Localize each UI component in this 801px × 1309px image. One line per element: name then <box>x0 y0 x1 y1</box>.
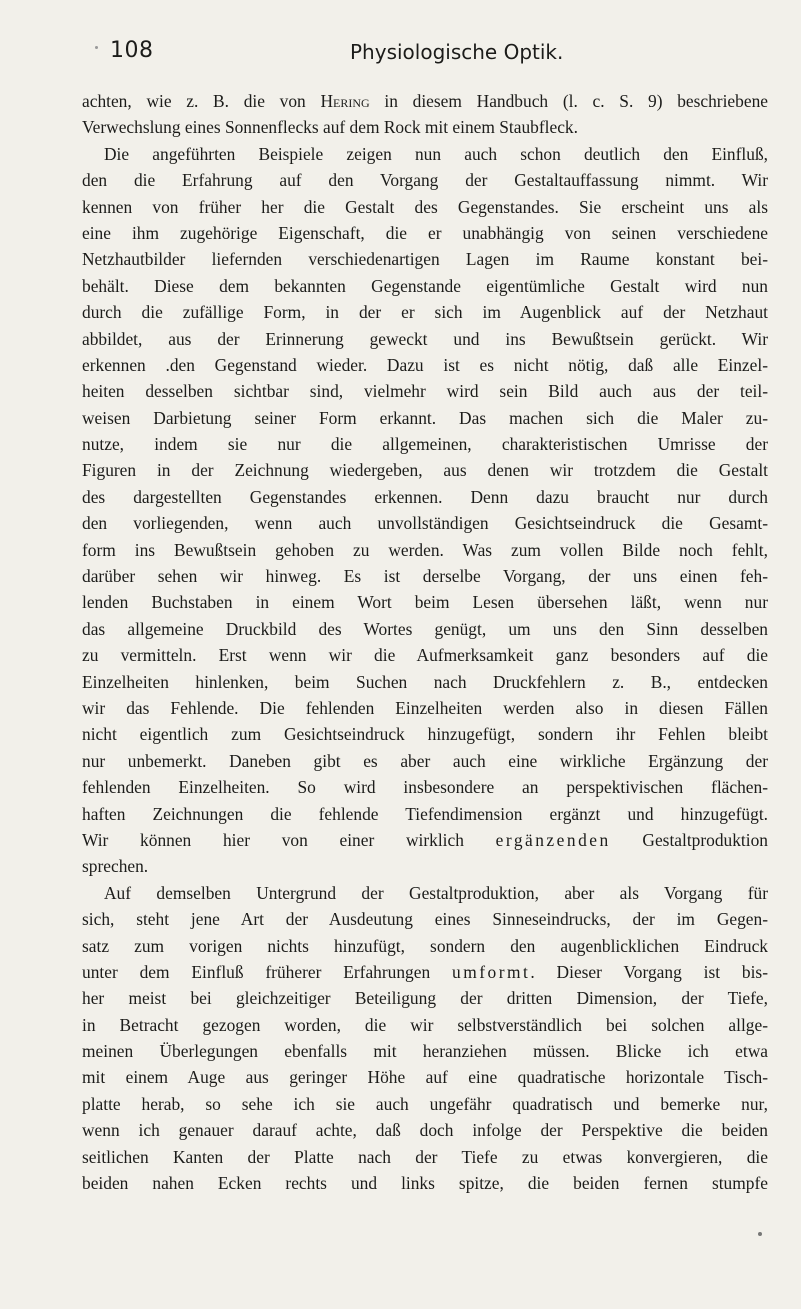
text-run: Einzelheiten hinlenken, beim Suchen nach Druckfehlern z. B., entdecken <box>82 671 768 692</box>
text-run: weisen Darbietung seiner Form erkannt. Das machen sich die Maler zu- <box>82 407 768 428</box>
text-run: Verwechslung eines Sonnenflecks auf dem Rock mit einem Staubfleck. <box>82 117 578 138</box>
text-line <box>82 589 768 615</box>
text-run: Gestaltproduktion <box>610 829 768 850</box>
text-line <box>82 695 768 721</box>
text-run: Auf demselben Untergrund der Gestaltproduktion, aber als Vorgang für <box>104 882 768 903</box>
page-header <box>110 38 761 68</box>
text-run: . Dieser Vorgang ist bis- <box>530 961 768 982</box>
text-run: platte herab, so sehe ich sie auch ungefähr quadratisch und bemerke nur, <box>82 1093 768 1114</box>
text-line <box>82 457 768 483</box>
text-line <box>82 616 768 642</box>
text-run: abbildet, aus der Erinnerung geweckt und ins Bewußtsein gerückt. Wir <box>82 328 768 349</box>
text-run: den vorliegenden, wenn auch unvollständigen Gesichtseindruck die Gesamt- <box>82 513 768 534</box>
text-run: eine ihm zugehörige Eigenschaft, die er unabhängig von seinen verschiedene <box>82 222 768 243</box>
text-run: haften Zeichnungen die fehlende Tiefendimension ergänzt und hinzugefügt. <box>82 803 768 824</box>
text-line <box>82 642 768 668</box>
text-line <box>82 801 768 827</box>
text-line <box>82 1170 768 1196</box>
text-line <box>82 880 768 906</box>
text-line <box>82 827 768 853</box>
text-line <box>82 1012 768 1038</box>
text-line <box>82 246 768 272</box>
text-line <box>82 378 768 404</box>
text-line <box>82 1091 768 1117</box>
text-run: beiden nahen Ecken rechts und links spitze, die beiden fernen stumpfe <box>82 1173 768 1194</box>
text-run: fehlenden Einzelheiten. So wird insbesondere an perspektivischen flächen- <box>82 777 768 798</box>
text-line <box>82 1117 768 1143</box>
text-line <box>82 669 768 695</box>
text-run: lenden Buchstaben in einem Wort beim Lesen übersehen läßt, wenn nur <box>82 592 768 613</box>
text-line <box>82 273 768 299</box>
text-line <box>82 748 768 774</box>
text-run: form ins Bewußtsein gehoben zu werden. Was zum vollen Bilde noch fehlt, <box>82 539 768 560</box>
text-run: seitlichen Kanten der Platte nach der Tiefe zu etwas konvergieren, die <box>82 1146 768 1167</box>
text-line <box>82 220 768 246</box>
text-line <box>82 774 768 800</box>
print-speck <box>95 46 98 49</box>
text-run: Figuren in der Zeichnung wiedergeben, aus denen wir trotzdem die Gestalt <box>82 460 768 481</box>
text-run: nur unbemerkt. Daneben gibt es aber auch eine wirkliche Ergänzung der <box>82 750 768 771</box>
author-name-smallcaps: Hering <box>320 91 370 111</box>
print-speck <box>758 1232 762 1236</box>
text-line <box>82 352 768 378</box>
emphasis-spaced: umformt <box>452 961 531 982</box>
text-run: kennen von früher her die Gestalt des Gegenstandes. Sie erscheint uns als <box>82 196 768 217</box>
text-run: nutze, indem sie nur die allgemeinen, charakteristischen Umrisse der <box>82 434 768 455</box>
text-line <box>82 88 768 114</box>
text-line <box>82 1144 768 1170</box>
text-run: her meist bei gleichzeitiger Beteiligung der dritten Dimension, der Tiefe, <box>82 988 768 1009</box>
text-run: das allgemeine Druckbild des Wortes genügt, um uns den Sinn desselben <box>82 618 768 639</box>
text-line <box>82 141 768 167</box>
text-run: in Betracht gezogen worden, die wir selbstverständlich bei solchen allge- <box>82 1014 768 1035</box>
text-line <box>82 510 768 536</box>
text-run: des dargestellten Gegenstandes erkennen. Denn dazu braucht nur durch <box>82 486 768 507</box>
text-line <box>82 959 768 985</box>
text-run: Wir können hier von einer wirklich <box>82 829 496 850</box>
text-run: durch die zufällige Form, in der er sich im Augenblick auf der Netzhaut <box>82 302 768 323</box>
text-run: nicht eigentlich zum Gesichtseindruck hinzugefügt, sondern ihr Fehlen bleibt <box>82 724 768 745</box>
text-line <box>82 563 768 589</box>
text-line <box>82 985 768 1011</box>
text-run: achten, wie z. B. die von <box>82 91 321 111</box>
text-line <box>82 721 768 747</box>
text-run: zu vermitteln. Erst wenn wir die Aufmerksamkeit ganz besonders auf die <box>82 645 768 666</box>
text-run: Die angeführten Beispiele zeigen nun auch schon deutlich den Einfluß, <box>104 143 768 164</box>
text-line <box>82 1064 768 1090</box>
text-run: in diesem Handbuch (l. c. S. 9) beschriebene <box>369 91 768 111</box>
text-line <box>82 1038 768 1064</box>
text-line <box>82 484 768 510</box>
text-line <box>82 194 768 220</box>
page-number: 108 <box>110 38 154 63</box>
text-run: heiten desselben sichtbar sind, vielmehr wird sein Bild auch aus der teil- <box>82 381 768 402</box>
text-line <box>82 114 768 140</box>
text-line <box>82 405 768 431</box>
text-line <box>82 906 768 932</box>
text-run: Netzhautbilder liefernden verschiedenartigen Lagen im Raume konstant bei- <box>82 249 768 270</box>
text-run: behält. Diese dem bekannten Gegenstande eigentümliche Gestalt wird nun <box>82 275 768 296</box>
text-line <box>82 431 768 457</box>
text-run: den die Erfahrung auf den Vorgang der Gestaltauffassung nimmt. Wir <box>82 170 768 191</box>
text-run: sich, steht jene Art der Ausdeutung eines Sinneseindrucks, der im Gegen- <box>82 909 768 930</box>
running-title: Physiologische Optik. <box>350 40 564 64</box>
text-line <box>82 933 768 959</box>
text-run: unter dem Einfluß früherer Erfahrungen <box>82 961 452 982</box>
text-line <box>82 537 768 563</box>
text-run: mit einem Auge aus geringer Höhe auf eine quadratische horizontale Tisch- <box>82 1067 768 1088</box>
body-text <box>82 88 768 1196</box>
text-run: wenn ich genauer darauf achte, daß doch infolge der Perspektive die beiden <box>82 1120 768 1141</box>
text-run: sprechen. <box>82 856 149 877</box>
text-run: meinen Überlegungen ebenfalls mit heranziehen müssen. Blicke ich etwa <box>82 1041 768 1062</box>
text-line <box>82 853 768 879</box>
text-line <box>82 167 768 193</box>
text-run: wir das Fehlende. Die fehlenden Einzelheiten werden also in diesen Fällen <box>82 697 768 718</box>
text-run: erkennen .den Gegenstand wieder. Dazu ist es nicht nötig, daß alle Einzel- <box>82 354 768 375</box>
text-line <box>82 326 768 352</box>
text-run: satz zum vorigen nichts hinzufügt, sondern den augenblicklichen Eindruck <box>82 935 768 956</box>
emphasis-spaced: ergänzenden <box>495 829 611 850</box>
text-run: darüber sehen wir hinweg. Es ist derselbe Vorgang, der uns einen feh- <box>82 566 768 587</box>
text-line <box>82 299 768 325</box>
